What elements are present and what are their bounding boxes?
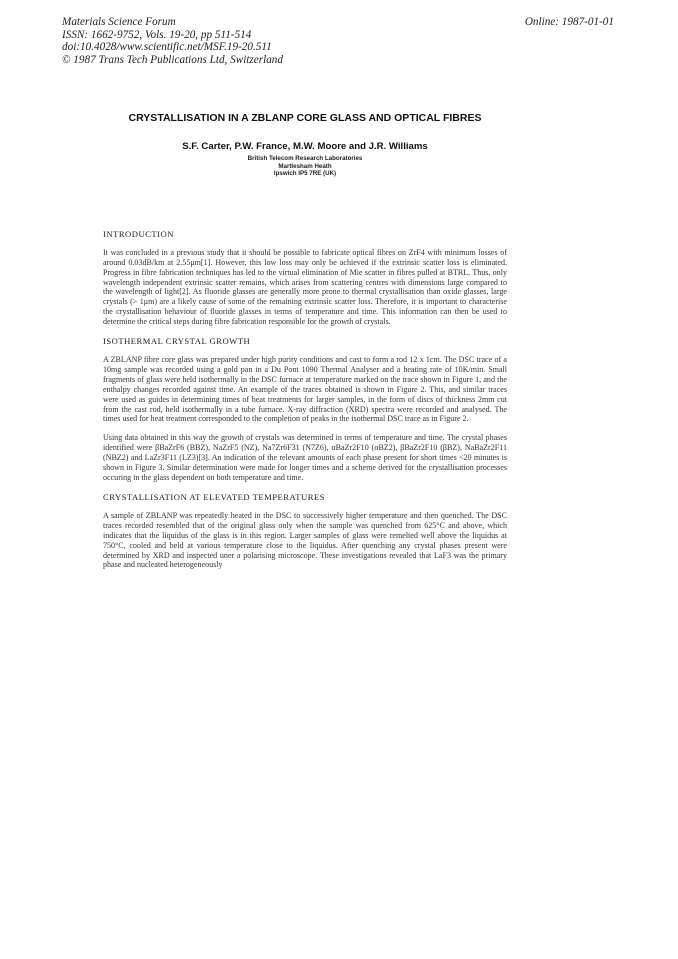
section-heading: ISOTHERMAL CRYSTAL GROWTH xyxy=(103,336,251,347)
affiliation-line: Martlesham Heath xyxy=(278,162,332,170)
affiliation xyxy=(75,155,535,178)
paragraph: A sample of ZBLANP was repeatedly heated in the DSC to successively higher temperature and then quenched. The DSC traces recorded resembled that of the original glass only when the sample was quenched from 625°C and above, which indicates that the liquidus of the glass is in this region. Larger samples of glass were remelted well above the liquidus at 750°C, cooled and held at various temperature close to the liquidus. After quenching any crystal phases present were determined by XRD and inspected uner a polarising microscope. These investigations revealed that LaF3 was the primary phase and nucleated heterogeneously xyxy=(103,510,507,570)
paper-page xyxy=(103,112,507,579)
journal-copyright: © 1987 Trans Tech Publications Ltd, Switzerland xyxy=(62,53,283,66)
affiliation-line: Ipswich IP5 7RE (UK) xyxy=(273,170,337,178)
paragraph: Using data obtained in this way the growth of crystals was determined in terms of temperature and time. The crystal phases identified were βBaZrF6 (BBZ), NaZrF5 (NZ), Na7Zr6F31 (N7Z6), αBaZr2F10 (αBZ2), βBaZr2F10 (βBZ), NaBaZr2F11 (NBZ2) and LaZr3F11 (LZ3)[3]. An indication of the relevant amounts of each phase present for short times <20 minutes is shown in Figure 3. Similar determination were made for longer times and a scheme derived for the crystallisation processes occuring in the glass dependent on both temperature and time. xyxy=(103,433,507,482)
journal-issn: ISSN: 1662-9752, Vols. 19-20, pp 511-514 xyxy=(62,28,252,41)
section-isothermal-crystal-growth xyxy=(103,336,507,483)
paragraph: It was concluded in a previous study that it should be possible to fabricate optical fibres on ZrF4 with minimum losses of around 0.03dB/km at 2.55μm[1]. However, this low loss may only be achieved if the extrinsic scatter loss is eliminated. Progress in fibre fabrication techniques has led to the virtual elimination of Mie scatter in fibres pulled at BTRL. Thus, only wavelength independent extrinsic scatter remains, which arises from scattering centres with dimensions large compared to the wavelength of light[2]. As fluoride glasses are generally more prone to thermal crystallisation than oxide glasses, large crystals (> 1μm) are a likely cause of some of the remaining extrinsic scatter loss. Therefore, it is important to characterise the crystallisation behaviour of fluoride glasses in terms of temperature and time. This information can then be used to determine the critical steps during fibre fabrication responsible for the growth of crystals. xyxy=(103,247,507,327)
section-crystallisation-elevated-temperatures xyxy=(103,492,507,570)
affiliation-line: British Telecom Research Laboratories xyxy=(247,155,363,162)
journal-name: Materials Science Forum xyxy=(62,16,176,28)
journal-citation xyxy=(62,16,283,66)
section-heading: INTRODUCTION xyxy=(103,228,174,239)
paragraph: A ZBLANP fibre core glass was prepared under high purity conditions and cast to form a rod 12 x 1cm. The DSC trace of a 10mg sample was recorded using a gold pan in a Du Pont 1090 Thermal Analyser and a heating rate of 10K/min. Small fragments of glass were held isothermally in the DSC furnace at temperature marked on the trace shown in Figure 1, and the enthalpy changes recorded against time. An example of the traces obtained is shown in Figure 2. This, and similar traces were used as guides in determining times of heat treatments for larger samples, in the form of discs of thickness 2mm cut from the cast rod, held isothermally in a tube furnace. X-ray diffraction (XRD) spectra were recorded and analysed. The times used for heat treatment corresponded to the completion of peaks in the isothermal DSC trace as in Figure 2. xyxy=(103,355,507,424)
paper-title: CRYSTALLISATION IN A ZBLANP CORE GLASS AND OPTICAL FIBRES xyxy=(128,112,482,124)
section-introduction xyxy=(103,229,507,327)
paper-authors: S.F. Carter, P.W. France, M.W. Moore and J.R. Williams xyxy=(182,141,428,152)
section-heading: CRYSTALLISATION AT ELEVATED TEMPERATURES xyxy=(103,491,325,502)
journal-doi[interactable]: doi:10.4028/www.scientific.net/MSF.19-20.511 xyxy=(62,41,272,54)
online-date: Online: 1987-01-01 xyxy=(524,16,614,28)
